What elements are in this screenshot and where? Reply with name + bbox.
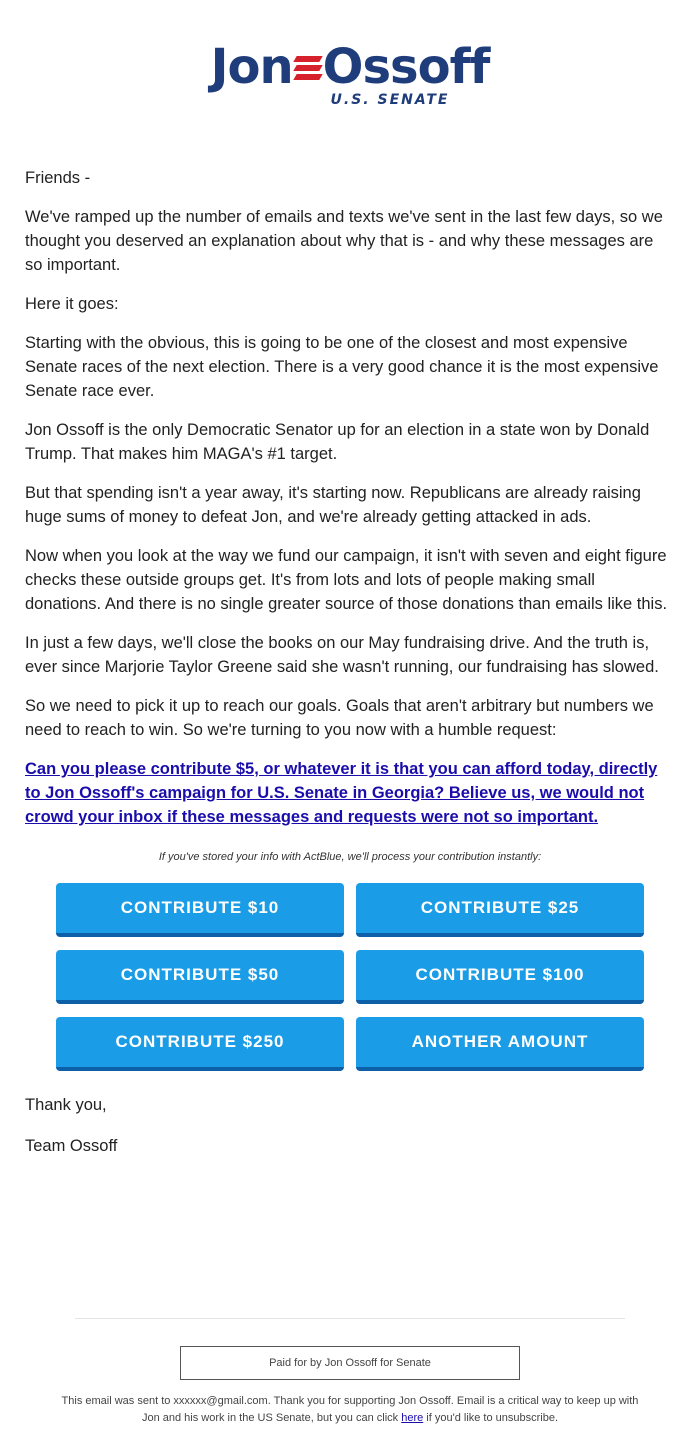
body-paragraph: Starting with the obvious, this is going to be one of the closest and most expensive Senate races of the next election. There is a very good chance it is the most expensive Senate race ever.	[25, 334, 659, 400]
contribution-buttons	[56, 883, 675, 1071]
contribute-250-button[interactable]: CONTRIBUTE $250	[56, 1017, 344, 1071]
signoff-team: Team Ossoff	[25, 1137, 118, 1155]
campaign-logo	[0, 40, 700, 108]
logo-name-last: Ossoff	[322, 39, 490, 95]
unsubscribe-link[interactable]: here	[401, 1412, 424, 1424]
contribute-25-button[interactable]: CONTRIBUTE $25	[356, 883, 644, 937]
contribute-50-button[interactable]: CONTRIBUTE $50	[56, 950, 344, 1004]
body-paragraph: But that spending isn't a year away, it's starting now. Republicans are already raising huge sums of money to defeat Jon, and we're already getting attacked in ads.	[25, 484, 641, 526]
greeting: Friends -	[25, 169, 91, 187]
contribute-10-button[interactable]: CONTRIBUTE $10	[56, 883, 344, 937]
flag-stripes-icon	[295, 52, 321, 82]
body-paragraph: We've ramped up the number of emails and texts we've sent in the last few days, so we thought you deserved an explanation about why that is - and why these messages are so important.	[25, 208, 663, 274]
contribute-ask-link[interactable]: Can you please contribute $5, or whatever it is that you can afford today, directly to Jon Ossoff's campaign for U.S. Senate in Georgia? Believe us, we would not crowd your inbox if these messages and requests were not so important.	[25, 760, 658, 826]
body-paragraph: Now when you look at the way we fund our campaign, it isn't with seven and eight figure checks these outside groups get. It's from lots and lots of people making small donations. And there is no single greater source of those donations than emails like this.	[25, 547, 668, 613]
contribute-100-button[interactable]: CONTRIBUTE $100	[356, 950, 644, 1004]
body-paragraph: Here it goes:	[25, 295, 119, 313]
logo-name-first: Jon	[210, 39, 293, 95]
actblue-note: If you've stored your info with ActBlue, we'll process your contribution instantly:	[158, 851, 542, 863]
logo-subtitle: U.S. SENATE	[330, 92, 450, 108]
body-paragraph: So we need to pick it up to reach our goals. Goals that aren't arbitrary but numbers we need to reach to win. So we're turning to you now with a humble request:	[25, 697, 654, 739]
signoff	[25, 1093, 675, 1158]
signoff-thanks: Thank you,	[25, 1096, 107, 1114]
logo-wordmark	[211, 40, 490, 94]
footer-text-end: if you'd like to unsubscribe.	[423, 1412, 559, 1424]
paid-for-disclaimer: Paid for by Jon Ossoff for Senate	[180, 1346, 520, 1380]
another-amount-button[interactable]: ANOTHER AMOUNT	[356, 1017, 644, 1071]
email-body	[25, 166, 675, 1175]
body-paragraph: In just a few days, we'll close the books on our May fundraising drive. And the truth is, ever since Marjorie Taylor Greene said she wasn't running, our fundraising has slowed.	[25, 634, 659, 676]
footer-text	[60, 1393, 640, 1427]
footer-divider	[75, 1318, 625, 1319]
body-paragraph: Jon Ossoff is the only Democratic Senator up for an election in a state won by Donald Trump. That makes him MAGA's #1 target.	[25, 421, 650, 463]
footer-text-start: This email was sent to xxxxxx@gmail.com. Thank you for supporting Jon Ossoff. Email is a critical way to keep up with Jon and his work in the US Senate, but you can click	[61, 1395, 639, 1424]
